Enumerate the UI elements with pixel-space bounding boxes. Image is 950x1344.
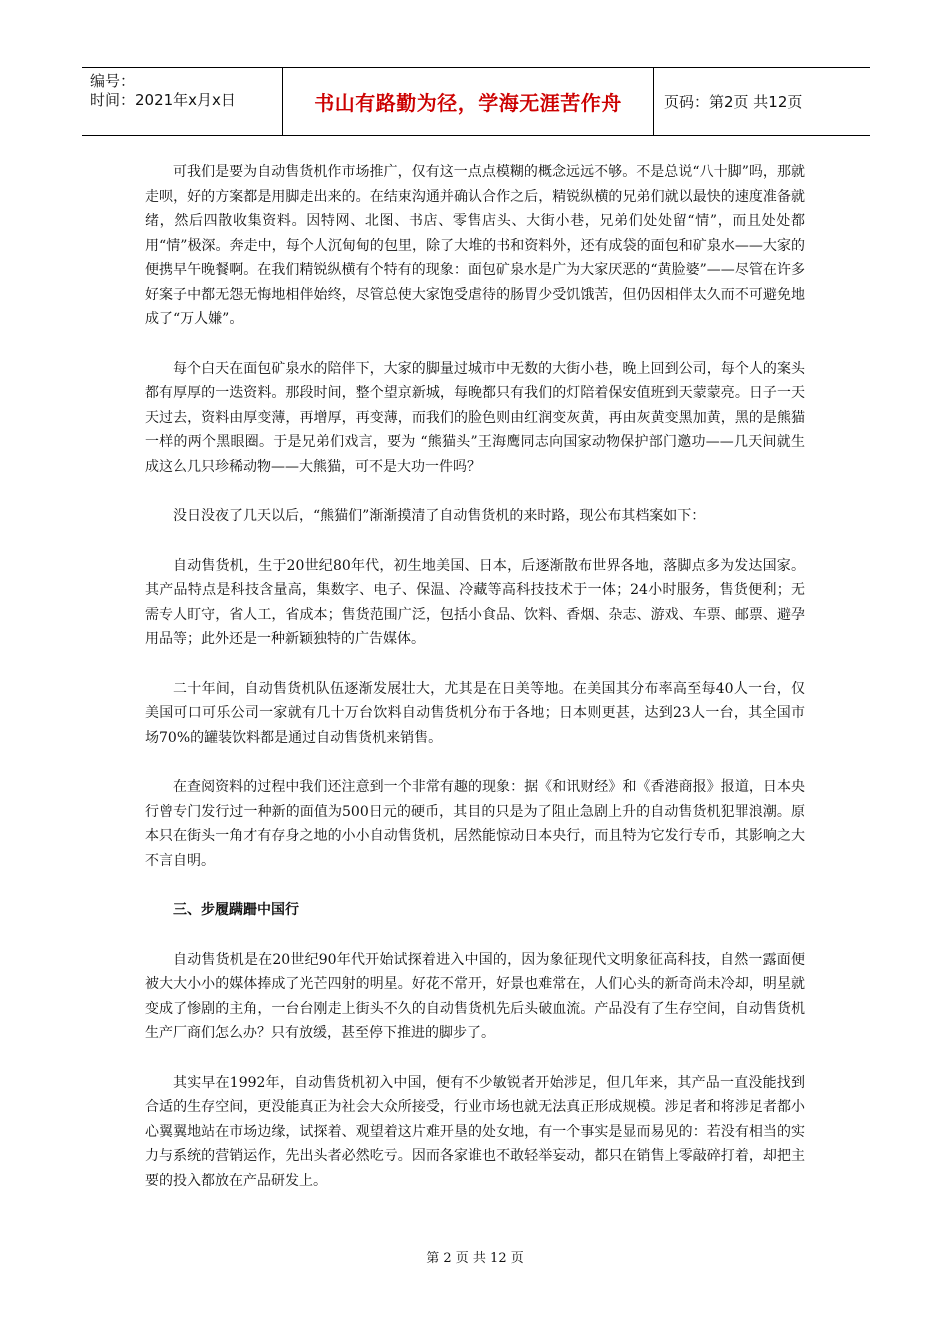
paragraph: 没日没夜了几天以后，“熊猫们”渐渐摸清了自动售货机的来时路，现公布其档案如下：	[173, 508, 706, 524]
header-page-cell	[654, 68, 870, 135]
paragraph: 二十年间，自动售货机队伍逐渐发展壮大，尤其是在日美等地。在美国其分布率高至每40人一台，仅美国可口可乐公司一家就有几十万台饮料自动售货机分布于各地；日本则更甚，达到23人一台，其全国市场70%的罐装饮料都是通过自动售货机来销售。	[145, 680, 805, 746]
number-label: 编号：	[90, 72, 136, 90]
document-body	[145, 160, 805, 1218]
page-footer: 第 2 页 共 12 页	[426, 1251, 524, 1266]
page-label: 页码：第2页 共12页	[664, 93, 803, 111]
paragraph: 自动售货机，生于20世纪80年代，初生地美国、日本，后逐渐散布世界各地，落脚点多为发达国家。其产品特点是科技含量高，集数字、电子、保温、冷藏等高科技技术于一体；24小时服务，售货便利；无需专人盯守，省人工，省成本；售货范围广泛，包括小食品、饮料、香烟、杂志、游戏、车票、邮票、避孕用品等；此外还是一种新颖独特的广告媒体。	[145, 557, 805, 647]
paragraph: 自动售货机是在20世纪90年代开始试探着进入中国的，因为象征现代文明象征高科技，自然一露面便被大大小小的媒体捧成了光芒四射的明星。好花不常开，好景也难常在，人们心头的新奇尚未冷却，明星就变成了惨剧的主角，一台台刚走上街头不久的自动售货机先后头破血流。产品没有了生存空间，自动售货机生产厂商们怎么办？只有放缓，甚至停下推进的脚步了。	[145, 951, 805, 1041]
paragraph: 每个白天在面包矿泉水的陪伴下，大家的脚量过城市中无数的大街小巷，晚上回到公司，每个人的案头都有厚厚的一迭资料。那段时间，整个望京新城，每晚都只有我们的灯陪着保安值班到天蒙蒙亮。日子一天天过去，资料由厚变薄，再增厚，再变薄，而我们的脸色则由红润变灰黄，再由灰黄变黑加黄，黑的是熊猫一样的两个黑眼圈。于是兄弟们戏言，要为 “熊猫头”王海鹰同志向国家动物保护部门邀功——几天间就生成这么几只珍稀动物——大熊猫，可不是大功一件吗？	[145, 360, 805, 475]
section-heading: 三、步履蹒跚中国行	[173, 902, 299, 918]
time-label: 时间：2021年x月x日	[90, 91, 236, 109]
paragraph: 可我们是要为自动售货机作市场推广，仅有这一点点模糊的概念远远不够。不是总说“八十脚”吗，那就走呗，好的方案都是用脚走出来的。在结束沟通并确认合作之后，精锐纵横的兄弟们就以最快的速度准备就绪，然后四散收集资料。因特网、北图、书店、零售店头、大街小巷，兄弟们处处留“情”，而且处处都用“情”极深。奔走中，每个人沉甸甸的包里，除了大堆的书和资料外，还有成袋的面包和矿泉水——大家的便携早午晚餐啊。在我们精锐纵横有个特有的现象：面包矿泉水是广为大家厌恶的“黄脸婆”——尽管在许多好案子中都无怨无悔地相伴始终，尽管总使大家饱受虐待的肠胃少受饥饿苦，但仍因相伴太久而不可避免地成了“万人嫌”。	[145, 164, 805, 327]
header-table	[82, 67, 870, 136]
header-left-cell	[82, 68, 282, 135]
paragraph: 其实早在1992年，自动售货机初入中国，便有不少敏锐者开始涉足，但几年来，其产品一直没能找到合适的生存空间，更没能真正为社会大众所接受，行业市场也就无法真正形成规模。涉足者和将涉足者都小心翼翼地站在市场边缘，试探着、观望着这片难开垦的处女地，有一个事实是显而易见的：若没有相当的实力与系统的营销运作，先出头者必然吃亏。因而各家谁也不敢轻举妄动，都只在销售上零敲碎打着，却把主要的投入都放在产品研发上。	[145, 1074, 805, 1189]
header-motto-cell	[282, 68, 654, 135]
motto: 书山有路勤为径，学海无涯苦作舟	[314, 91, 622, 115]
paragraph: 在查阅资料的过程中我们还注意到一个非常有趣的现象：据《和讯财经》和《香港商报》报道，日本央行曾专门发行过一种新的面值为500日元的硬币，其目的只是为了阻止急剧上升的自动售货机犯罪浪潮。原本只在街头一角才有存身之地的小小自动售货机，居然能惊动日本央行，而且特为它发行专币，其影响之大不言自明。	[145, 779, 805, 869]
